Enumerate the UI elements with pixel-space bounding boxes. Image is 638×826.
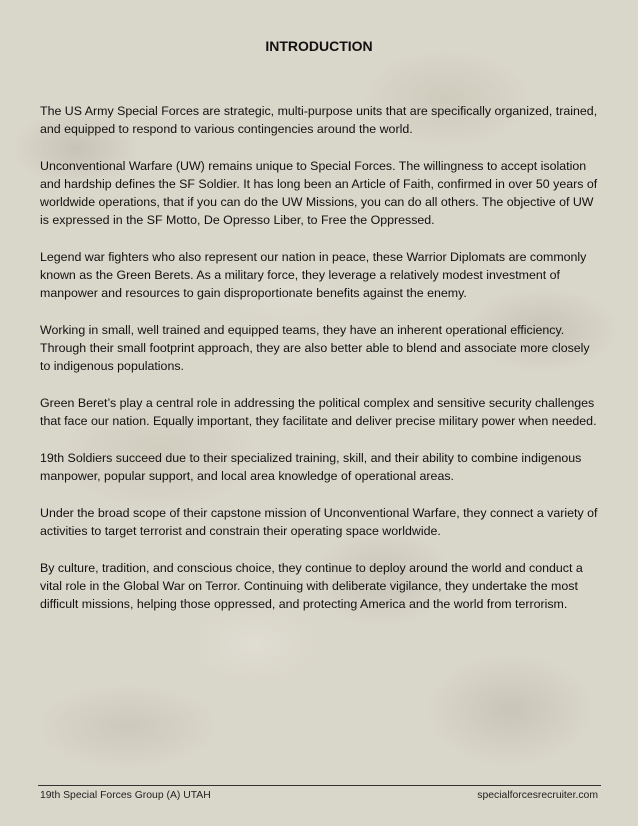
- page-title: INTRODUCTION: [265, 38, 373, 54]
- paragraph-19th-soldiers: 19th Soldiers succeed due to their specialized training, skill, and their ability to combine indigenous manpower, popular support, and local area knowledge of operational areas.: [40, 451, 582, 483]
- paragraph-capstone-mission: Under the broad scope of their capstone mission of Unconventional Warfare, they connect a variety of activities to target terrorist and constrain their operating space worldwide.: [40, 506, 598, 538]
- paragraph-mission: The US Army Special Forces are strategic, multi-purpose units that are specifically organized, trained, and equipped to respond to various contingencies around the world.: [40, 104, 598, 136]
- footer-website: specialforcesrecruiter.com: [477, 790, 598, 801]
- paragraph-warrior-diplomats: Legend war fighters who also represent our nation in peace, these Warrior Diplomats are commonly known as the Green Berets. As a military force, they leverage a relatively modest investment of manpower and resources to gain disproportionate benefits against the enemy.: [40, 250, 587, 300]
- paragraph-global-war: By culture, tradition, and conscious choice, they continue to deploy around the world and conduct a vital role in the Global War on Terror. Continuing with deliberate vigilance, they undertake the most difficult missions, helping those oppressed, and protecting America and the world from terrorism.: [40, 561, 583, 611]
- footer-divider: [38, 785, 601, 786]
- document-body: [40, 102, 600, 632]
- paragraph-unconventional-warfare: Unconventional Warfare (UW) remains unique to Special Forces. The willingness to accept isolation and hardship defines the SF Soldier. It has long been an Article of Faith, confirmed in over 50 years of worldwide operations, that if you can do the UW Missions, you can do all others. The objective of UW is expressed in the SF Motto, De Opresso Liber, to Free the Oppressed.: [40, 159, 598, 227]
- footer-organization: 19th Special Forces Group (A) UTAH: [40, 790, 211, 801]
- paragraph-small-teams: Working in small, well trained and equipped teams, they have an inherent operational efficiency. Through their small footprint approach, they are also better able to blend and associate more closely to indigenous populations.: [40, 323, 590, 373]
- paragraph-central-role: Green Beret’s play a central role in addressing the political complex and sensitive security challenges that face our nation. Equally important, they facilitate and deliver precise military power when needed.: [40, 396, 597, 428]
